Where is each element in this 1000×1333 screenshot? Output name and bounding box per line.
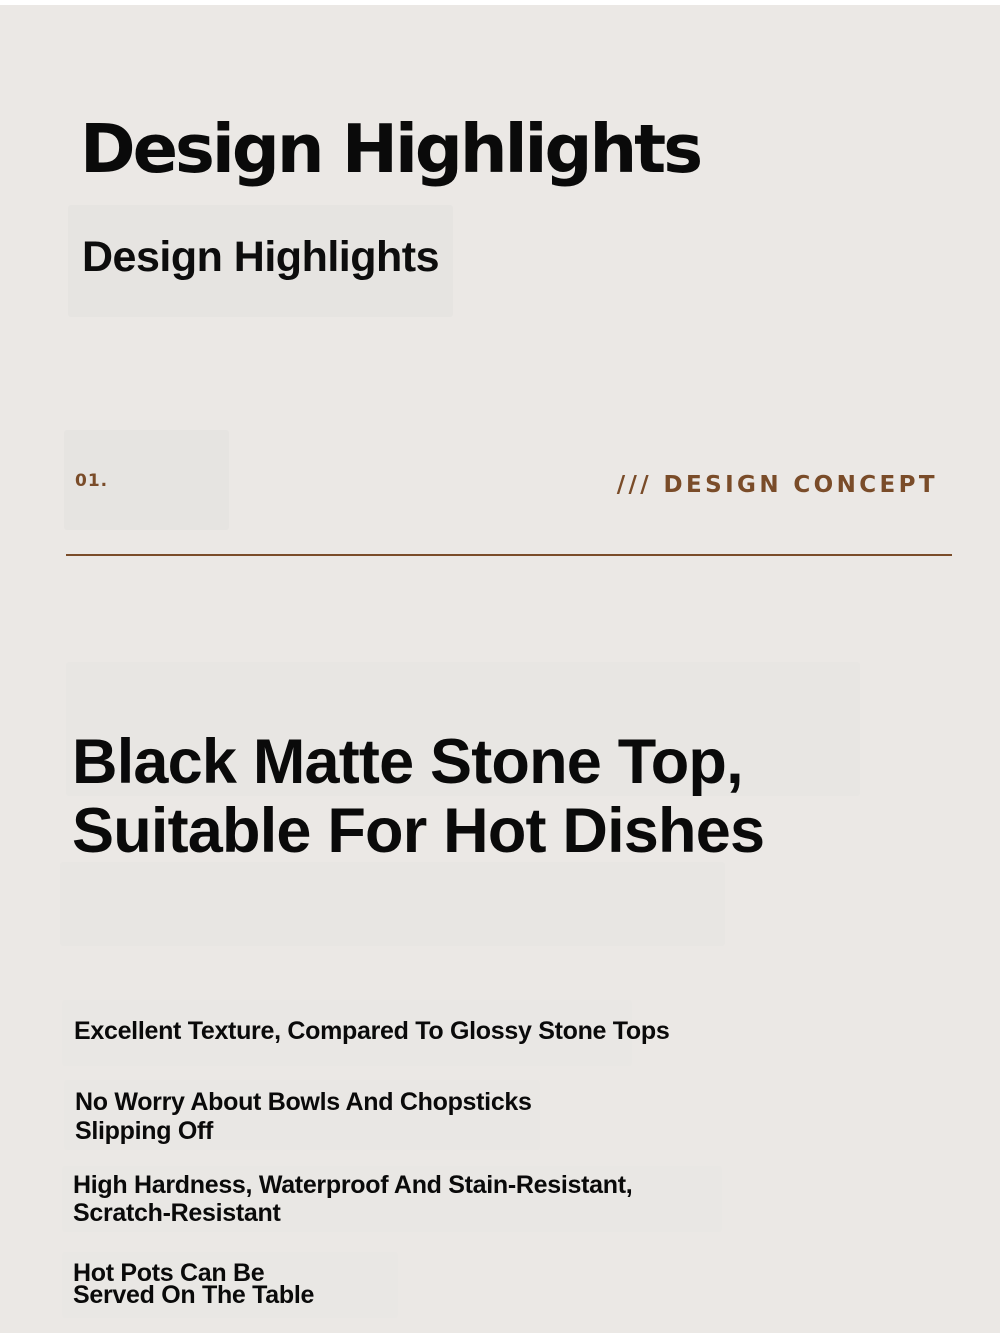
headline-line-2: Suitable For Hot Dishes: [72, 796, 765, 866]
feature-item: [73, 1259, 315, 1309]
section-label: /// DESIGN CONCEPT: [616, 472, 938, 498]
page-title: Design Highlights: [80, 110, 701, 188]
headline: [72, 728, 764, 866]
feature-item: [74, 1016, 669, 1046]
headline-backdrop-bottom: [60, 862, 725, 946]
feature-line: Served On The Table: [73, 1281, 315, 1309]
feature-line: Slipping Off: [75, 1117, 214, 1145]
headline-line-1: Black Matte Stone Top,: [72, 727, 743, 797]
feature-line: Excellent Texture, Compared To Glossy Stone Tops: [74, 1017, 670, 1045]
feature-item: [73, 1171, 632, 1227]
feature-item: [75, 1088, 532, 1146]
top-strip: [0, 0, 1000, 5]
feature-line: Hot Pots Can Be: [73, 1259, 265, 1287]
feature-line: No Worry About Bowls And Chopsticks: [75, 1088, 532, 1116]
feature-line: Scratch-Resistant: [73, 1199, 281, 1227]
section-number: 01.: [75, 471, 109, 491]
page-subtitle: Design Highlights: [82, 233, 439, 281]
feature-line: High Hardness, Waterproof And Stain-Resistant,: [73, 1171, 633, 1199]
section-divider: [66, 554, 952, 556]
